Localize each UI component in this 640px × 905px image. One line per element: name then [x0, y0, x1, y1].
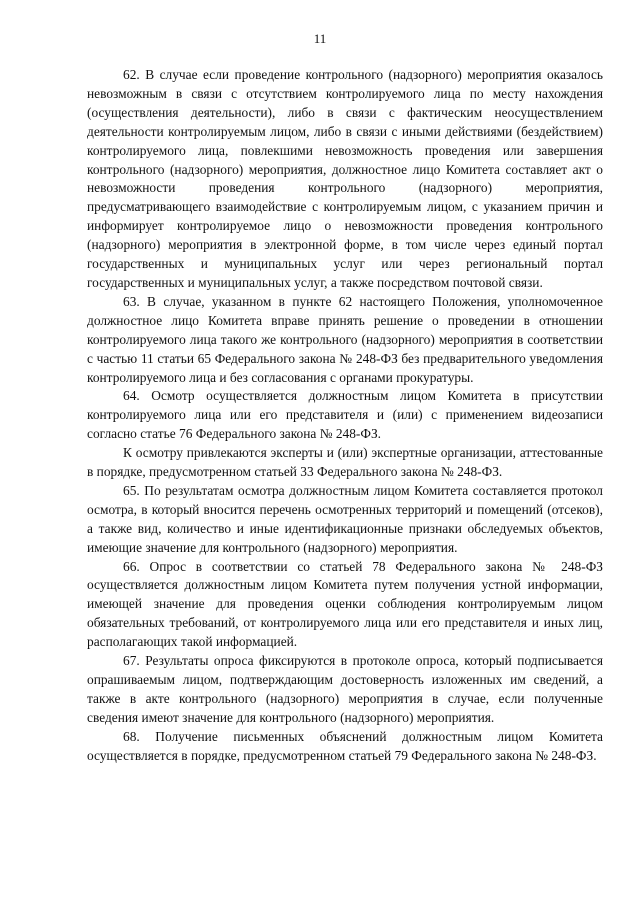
paragraph-67: 67. Результаты опроса фиксируются в протоколе опроса, который подписывается опрашиваемым лицом, подтверждающим достоверность изложенных им сведений, а также в акте контрольного (надзорного) мероприятия в случае, если полученные сведения имеют значение для контрольного (надзорного) мероприятия.: [87, 653, 603, 725]
paragraph-64: 64. Осмотр осуществляется должностным лицом Комитета в присутствии контролируемого лица или его представителя и (или) с применением видеозаписи согласно статье 76 Федерального закона № 248-ФЗ.: [87, 388, 603, 442]
paragraph-64-experts: К осмотру привлекаются эксперты и (или) экспертные организации, аттестованные в порядке, предусмотренном статьей 33 Федерального закона № 248-ФЗ.: [87, 445, 603, 480]
document-body: [87, 66, 603, 766]
paragraph-62: 62. В случае если проведение контрольного (надзорного) мероприятия оказалось невозможным в связи с отсутствием контролируемого лица по месту нахождения (осуществления деятельности), либо в связи с фактическим неосуществлением деятельности контролируемым лицом, либо в связи с иными действиями (бездействием) контролируемого лица, повлекшими невозможность проведения или завершения контрольного (надзорного) мероприятия, должностное лицо Комитета составляет акт о невозможности проведения контрольного (надзорного) мероприятия, предусматривающего взаимодействие с контролируемым лицом, с указанием причин и информирует контролируемое лицо о невозможности проведения контрольного (надзорного) мероприятия в электронной форме, в том числе через единый портал государственных и муниципальных услуг или через региональный портал государственных и муниципальных услуг, а также посредством почтовой связи.: [87, 67, 603, 290]
paragraph-65: 65. По результатам осмотра должностным лицом Комитета составляется протокол осмотра, в который вносится перечень осмотренных территорий и помещений (отсеков), а также вид, количество и иные идентификационные признаки обследуемых объектов, имеющие значение для контрольного (надзорного) мероприятия.: [87, 482, 603, 555]
paragraph-66: 66. Опрос в соответствии со статьей 78 Федерального закона № 248-ФЗ осуществляется должностным лицом Комитета путем получения устной информации, имеющей значение для проведения оценки соблюдения контролируемым лицом обязательных требований, от контролируемого лица или его представителя и иных лиц, располагающих такой информацией.: [87, 558, 603, 650]
paragraph-68: 68. Получение письменных объяснений должностным лицом Комитета осуществляется в порядке, предусмотренном статьей 79 Федерального закона № 248-ФЗ.: [87, 728, 603, 763]
page-number: 11: [313, 31, 327, 46]
paragraph-63: 63. В случае, указанном в пункте 62 настоящего Положения, уполномоченное должностное лицо Комитета вправе принять решение о проведении в отношении контролируемого лица такого же контрольного (надзорного) мероприятия в соответствии с частью 11 статьи 65 Федерального закона № 248-ФЗ без предварительного уведомления контролируемого лица и без согласования с органами прокуратуры.: [87, 293, 603, 385]
